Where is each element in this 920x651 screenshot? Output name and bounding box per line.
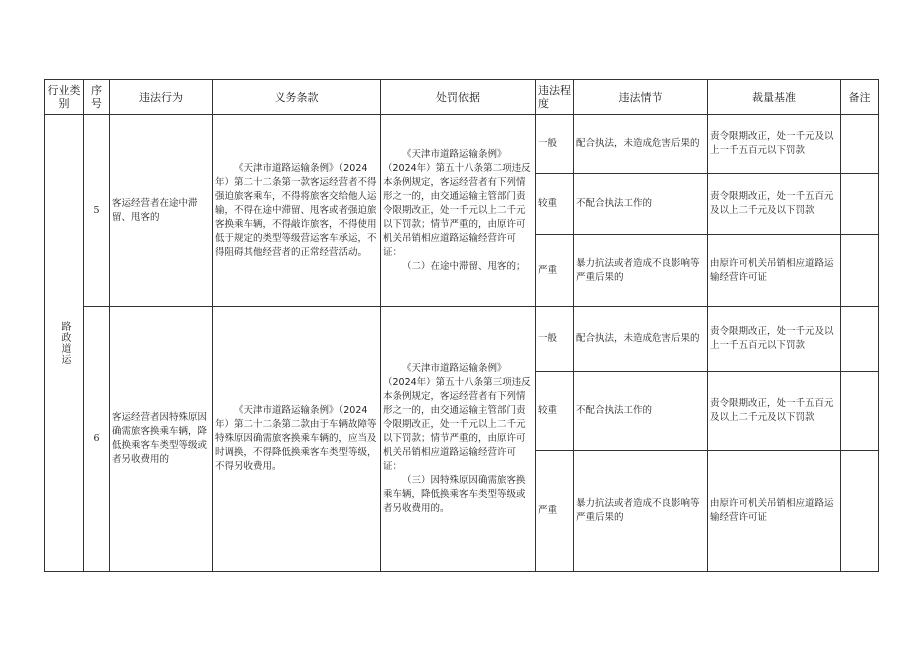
circumstance-cell: 配合执法，未造成危害后果的 — [574, 307, 708, 372]
violation-cell: 客运经营者在途中滞留、甩客的 — [110, 115, 213, 307]
circumstance-cell: 不配合执法工作的 — [574, 174, 708, 235]
standard-cell: 责令限期改正，处一千元及以上一千五百元以下罚款 — [708, 307, 841, 372]
industry-label: 路政道运 — [59, 321, 70, 365]
header-industry: 行业类别 — [45, 80, 84, 115]
obligation-cell: 《天津市道路运输条例》（2024年）第二十二条第二款由于车辆故障等特殊原因确需旅客换乘车辆的，应当及时调换，不得降低换乘客车类型等级，不得另收费用。 — [213, 307, 381, 572]
header-violation: 违法行为 — [110, 80, 213, 115]
obligation-cell: 《天津市道路运输条例》（2024年）第二十二条第一款客运经营者不得强迫旅客乘车，不得将旅客交给他人运输，不得在途中滞留、甩客或者强迫旅客换乘车辆，不得敲诈旅客，不得使用低于规定的类型等级营运客车承运，不得阻碍其他经营者的正常经营活动。 — [213, 115, 381, 307]
basis-main-text: 《天津市道路运输条例》（2024年）第五十八条第三项违反本条例规定，客运经营者有下列情形之一的，由交通运输主管部门责令限期改正，处一千元以上二千元以下罚款；情节严重的，由原许可机关吊销相应道路运输经营许可证： — [383, 363, 531, 472]
seq-cell: 6 — [84, 307, 110, 572]
degree-cell: 严重 — [536, 451, 574, 572]
circumstance-cell: 配合执法，未造成危害后果的 — [574, 115, 708, 174]
seq-cell: 5 — [84, 115, 110, 307]
basis-item-text: （三）因特殊原因确需旅客换乘车辆，降低换乘客车类型等级或者另收费用的。 — [383, 475, 526, 514]
circumstance-cell: 暴力抗法或者造成不良影响等严重后果的 — [574, 451, 708, 572]
remarks-cell — [841, 235, 879, 307]
remarks-cell — [841, 372, 879, 451]
remarks-cell — [841, 307, 879, 372]
standard-cell: 责令限期改正，处一千元及以上一千五百元以下罚款 — [708, 115, 841, 174]
violation-cell: 客运经营者因特殊原因确需旅客换乘车辆，降低换乘客车类型等级或者另收费用的 — [110, 307, 213, 572]
degree-cell: 较重 — [536, 174, 574, 235]
remarks-cell — [841, 174, 879, 235]
header-circumstance: 违法情节 — [574, 80, 708, 115]
header-basis: 处罚依据 — [381, 80, 536, 115]
standard-cell: 责令限期改正，处一千五百元及以上二千元及以下罚款 — [708, 174, 841, 235]
remarks-cell — [841, 115, 879, 174]
degree-cell: 较重 — [536, 372, 574, 451]
header-obligation: 义务条款 — [213, 80, 381, 115]
header-degree: 违法程度 — [536, 80, 574, 115]
circumstance-cell: 不配合执法工作的 — [574, 372, 708, 451]
header-row — [45, 80, 879, 115]
degree-cell: 严重 — [536, 235, 574, 307]
header-remarks: 备注 — [841, 80, 879, 115]
header-standard: 裁量基准 — [708, 80, 841, 115]
standard-cell: 责令限期改正，处一千五百元及以上二千元及以下罚款 — [708, 372, 841, 451]
remarks-cell — [841, 451, 879, 572]
basis-main-text: 《天津市道路运输条例》（2024年）第五十八条第二项违反本条例规定，客运经营者有下列情形之一的，由交通运输主管部门责令限期改正，处一千元以上二千元以下罚款；情节严重的，由原许可机关吊销相应道路运输经营许可证： — [383, 148, 531, 258]
circumstance-cell: 暴力抗法或者造成不良影响等严重后果的 — [574, 235, 708, 307]
industry-cell — [45, 115, 84, 572]
basis-cell — [381, 307, 536, 572]
degree-cell: 一般 — [536, 307, 574, 372]
standard-cell: 由原许可机关吊销相应道路运输经营许可证 — [708, 235, 841, 307]
basis-item-text: （二）在途中滞留、甩客的； — [402, 260, 526, 272]
standard-cell: 由原许可机关吊销相应道路运输经营许可证 — [708, 451, 841, 572]
degree-cell: 一般 — [536, 115, 574, 174]
table-row — [45, 307, 879, 372]
basis-cell — [381, 115, 536, 307]
table-row — [45, 115, 879, 174]
header-seq: 序号 — [84, 80, 110, 115]
penalty-discretion-table — [44, 79, 879, 572]
